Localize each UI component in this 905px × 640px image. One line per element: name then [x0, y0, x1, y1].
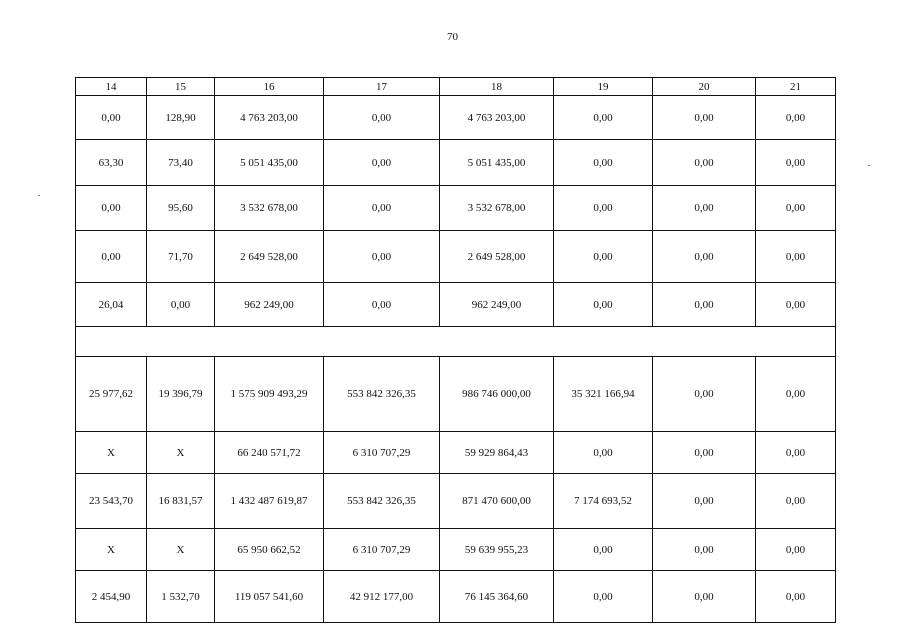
table-cell: 73,40	[147, 140, 215, 186]
table-cell: 553 842 326,35	[324, 357, 440, 432]
table-cell: 0,00	[554, 529, 653, 571]
table-cell: 5 051 435,00	[215, 140, 324, 186]
column-header: 16	[215, 78, 324, 96]
table-cell: 76 145 364,60	[440, 571, 554, 623]
table-cell: 0,00	[554, 283, 653, 327]
table-cell: 71,70	[147, 231, 215, 283]
column-header: 14	[76, 78, 147, 96]
column-header: 21	[756, 78, 836, 96]
table-body	[76, 96, 836, 623]
page-number: 70	[447, 31, 458, 43]
table-cell: 0,00	[324, 186, 440, 231]
table-cell: 4 763 203,00	[215, 96, 324, 140]
table-row	[76, 96, 836, 140]
table-cell: 0,00	[756, 186, 836, 231]
table-cell: 66 240 571,72	[215, 432, 324, 474]
table-cell: 0,00	[147, 283, 215, 327]
table-cell: 0,00	[756, 283, 836, 327]
table-row	[76, 571, 836, 623]
table-cell: 59 639 955,23	[440, 529, 554, 571]
table-row	[76, 474, 836, 529]
table-cell: 1 432 487 619,87	[215, 474, 324, 529]
table-cell: 553 842 326,35	[324, 474, 440, 529]
table-row	[76, 140, 836, 186]
table-cell: 1 575 909 493,29	[215, 357, 324, 432]
table-cell: 1 532,70	[147, 571, 215, 623]
table-cell: 3 532 678,00	[215, 186, 324, 231]
table-cell: 0,00	[554, 140, 653, 186]
table-cell: X	[147, 432, 215, 474]
table-cell: 0,00	[653, 186, 756, 231]
column-header: 18	[440, 78, 554, 96]
scan-speck	[38, 195, 40, 196]
table-cell: 16 831,57	[147, 474, 215, 529]
table-cell: 0,00	[76, 231, 147, 283]
table-cell: 0,00	[756, 432, 836, 474]
table-cell: 0,00	[554, 186, 653, 231]
table-cell: 986 746 000,00	[440, 357, 554, 432]
table-cell: 0,00	[756, 571, 836, 623]
table-cell: 0,00	[324, 96, 440, 140]
section-divider-row	[76, 327, 836, 357]
table-cell: 0,00	[653, 571, 756, 623]
table-cell: 5 051 435,00	[440, 140, 554, 186]
table-cell: 0,00	[756, 357, 836, 432]
table-cell: 35 321 166,94	[554, 357, 653, 432]
table-cell: 59 929 864,43	[440, 432, 554, 474]
table-cell: 0,00	[324, 231, 440, 283]
table-cell: 42 912 177,00	[324, 571, 440, 623]
table-cell: 0,00	[554, 96, 653, 140]
table-cell: 0,00	[554, 231, 653, 283]
table-cell: 0,00	[324, 283, 440, 327]
table-cell: 95,60	[147, 186, 215, 231]
table-cell: 0,00	[756, 96, 836, 140]
table-cell: 65 950 662,52	[215, 529, 324, 571]
header-row	[76, 78, 836, 96]
table-cell: 23 543,70	[76, 474, 147, 529]
table-cell: 0,00	[653, 96, 756, 140]
table-cell: 6 310 707,29	[324, 529, 440, 571]
table-cell: 0,00	[554, 571, 653, 623]
table-cell: 0,00	[756, 529, 836, 571]
table-row	[76, 231, 836, 283]
scan-speck	[868, 165, 870, 166]
data-table	[75, 77, 836, 623]
table-cell: 4 763 203,00	[440, 96, 554, 140]
table-cell: 0,00	[653, 474, 756, 529]
table-cell: 2 649 528,00	[215, 231, 324, 283]
table-cell: 25 977,62	[76, 357, 147, 432]
table-cell: 19 396,79	[147, 357, 215, 432]
table-cell: 0,00	[653, 231, 756, 283]
table-cell: 0,00	[653, 283, 756, 327]
table-cell: 7 174 693,52	[554, 474, 653, 529]
table-cell: 2 454,90	[76, 571, 147, 623]
table-cell: 962 249,00	[215, 283, 324, 327]
column-header: 17	[324, 78, 440, 96]
table-cell: 128,90	[147, 96, 215, 140]
table-row	[76, 283, 836, 327]
table-cell: 3 532 678,00	[440, 186, 554, 231]
table-cell: 0,00	[756, 474, 836, 529]
column-header: 20	[653, 78, 756, 96]
table-cell: 26,04	[76, 283, 147, 327]
table-cell: 0,00	[653, 529, 756, 571]
table-cell: X	[76, 529, 147, 571]
table-cell: X	[147, 529, 215, 571]
table-cell: 0,00	[76, 96, 147, 140]
table-cell: 119 057 541,60	[215, 571, 324, 623]
table-row	[76, 357, 836, 432]
table-cell: X	[76, 432, 147, 474]
table-cell: 6 310 707,29	[324, 432, 440, 474]
table-cell: 2 649 528,00	[440, 231, 554, 283]
table-row	[76, 432, 836, 474]
table-cell: 0,00	[324, 140, 440, 186]
column-header: 19	[554, 78, 653, 96]
table-cell: 0,00	[653, 140, 756, 186]
table-cell: 0,00	[756, 140, 836, 186]
column-header: 15	[147, 78, 215, 96]
empty-merged-cell	[76, 327, 836, 357]
table-cell: 0,00	[554, 432, 653, 474]
table-cell: 0,00	[756, 231, 836, 283]
table-row	[76, 186, 836, 231]
table-row	[76, 529, 836, 571]
table-cell: 0,00	[653, 432, 756, 474]
table-cell: 0,00	[76, 186, 147, 231]
table-cell: 63,30	[76, 140, 147, 186]
table-cell: 0,00	[653, 357, 756, 432]
table-cell: 962 249,00	[440, 283, 554, 327]
table-cell: 871 470 600,00	[440, 474, 554, 529]
